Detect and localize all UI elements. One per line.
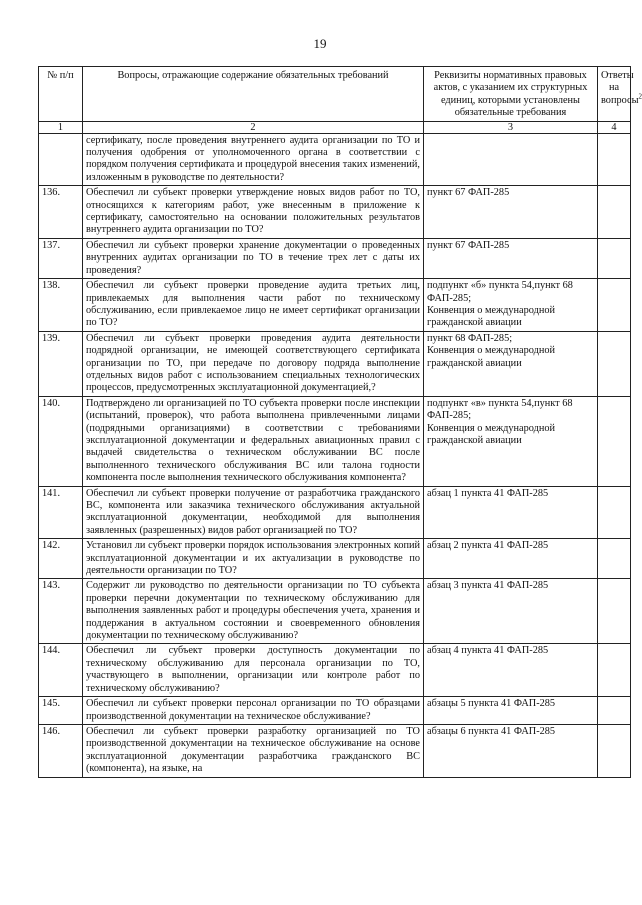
column-index: 1 (39, 121, 83, 133)
requirement-question: Содержит ли руководство по деятельности организации по ТО субъекта проверки перечни документации по техническому обслуживанию для выполнения заявленных работ и процедуры обеспечения учета, хранения и поддержания в актуальном состоянии и своевременного обновления документации по техническому обслуживанию? (83, 579, 424, 644)
requirement-question: Обеспечил ли субъект проверки хранение документации о проведенных внутренних аудитах организации по ТО в течение трех лет с даты их проведения? (83, 238, 424, 278)
answer-cell[interactable] (598, 724, 631, 777)
legal-reference-cell (424, 644, 598, 697)
legal-reference: Конвенция о международной гражданской авиации (427, 345, 556, 369)
legal-reference-cell (424, 279, 598, 332)
column-index: 3 (424, 121, 598, 133)
legal-reference: абзац 2 пункта 41 ФАП-285 (427, 540, 549, 552)
table-row (39, 579, 631, 644)
requirement-question: Обеспечил ли субъект проверки проведения аудита деятельности подрядной организации, не имеющей соответствующего сертификата организации по ТО, при передаче по договору подряда выполнение отдельных видов работ с использованием специальных технологических процессов, предусмотренных эксплуатационной документацией,? (83, 331, 424, 396)
requirement-question: Подтверждено ли организацией по ТО субъекта проверки после инспекции (испытаний, проверок), что работа выполнена привлеченными лицами (подрядными организациями) в соответствии с требованиями эксплуатационной документации и федеральных авиационных правил с выдачей свидетельства о техническом обслуживании ВС после выполненного технического обслуживания ВС или талона годности компонента после выполнения технического обслуживания компонента? (83, 396, 424, 486)
row-number: 141. (39, 486, 83, 539)
header-legal-acts: Реквизиты нормативных правовых актов, с указанием их структурных единиц, которыми установлены обязательные требования (424, 67, 598, 122)
legal-reference-cell (424, 396, 598, 486)
table-row (39, 396, 631, 486)
requirement-question: Обеспечил ли субъект проверки получение от разработчика гражданского ВС, компонента или заказчика технического обслуживания актуальной эксплуатационной документации, необходимой для выполнения заявленных (разрешенных) видов работ организацией по ТО? (83, 486, 424, 539)
table-row (39, 724, 631, 777)
table-row (39, 644, 631, 697)
row-number: 140. (39, 396, 83, 486)
answer-cell[interactable] (598, 486, 631, 539)
answer-cell[interactable] (598, 186, 631, 239)
requirement-question: Обеспечил ли субъект проверки разработку организацией по ТО производственной документации на техническое обслуживание на основе эксплуатационной документации разработчика гражданского ВС (компонента), на языке, на (83, 724, 424, 777)
table-row (39, 279, 631, 332)
requirement-question: Обеспечил ли субъект проверки утверждение новых видов работ по ТО, относящихся к категориям работ, уже внесенным в приложение к сертификату, самостоятельно на основании положительных результатов внутреннего аудита организации по ТО? (83, 186, 424, 239)
legal-reference: абзац 1 пункта 41 ФАП-285 (427, 487, 549, 499)
legal-reference: Конвенция о международной гражданской авиации (427, 422, 556, 446)
table-row (39, 697, 631, 725)
row-number: 136. (39, 186, 83, 239)
legal-reference-cell (424, 579, 598, 644)
header-number: № п/п (39, 67, 83, 122)
legal-reference-cell (424, 331, 598, 396)
legal-reference: абзацы 5 пункта 41 ФАП-285 (427, 698, 556, 710)
table-header-row (39, 67, 631, 122)
table-row (39, 486, 631, 539)
requirement-question: Установил ли субъект проверки порядок использования электронных копий эксплуатационной документации и их актуализации в руководстве по деятельности организации по ТО? (83, 539, 424, 579)
legal-reference-cell (424, 238, 598, 278)
page-number: 19 (313, 36, 327, 51)
column-index: 4 (598, 121, 631, 133)
legal-reference: подпункт «б» пункта 54,пункт 68 ФАП-285; (427, 280, 573, 304)
row-number: 145. (39, 697, 83, 725)
column-index: 2 (83, 121, 424, 133)
header-answers-label: Ответы на вопросы (601, 70, 639, 106)
row-number: 139. (39, 331, 83, 396)
answer-cell[interactable] (598, 279, 631, 332)
answer-cell[interactable] (598, 579, 631, 644)
table-row (39, 133, 631, 186)
row-number: 142. (39, 539, 83, 579)
row-number: 137. (39, 238, 83, 278)
legal-reference-cell (424, 186, 598, 239)
row-number: 143. (39, 579, 83, 644)
requirements-table (38, 66, 642, 778)
legal-reference: подпункт «в» пункта 54,пункт 68 ФАП-285; (427, 397, 573, 422)
answer-cell[interactable] (598, 133, 631, 186)
legal-reference: пункт 68 ФАП-285; (427, 332, 513, 344)
legal-reference-cell (424, 539, 598, 579)
column-index-row (39, 121, 631, 133)
legal-reference: Конвенция о международной гражданской авиации (427, 304, 556, 329)
legal-reference: абзацы 6 пункта 41 ФАП-285 (427, 725, 556, 737)
legal-reference-cell (424, 724, 598, 777)
legal-reference: пункт 67 ФАП-285 (427, 187, 510, 199)
row-number: 146. (39, 724, 83, 777)
answer-cell[interactable] (598, 396, 631, 486)
row-number: 144. (39, 644, 83, 697)
header-questions: Вопросы, отражающие содержание обязательных требований (83, 67, 424, 122)
answer-cell[interactable] (598, 644, 631, 697)
legal-reference-cell (424, 697, 598, 725)
table-row (39, 186, 631, 239)
answer-cell[interactable] (598, 238, 631, 278)
legal-reference: абзац 4 пункта 41 ФАП-285 (427, 645, 549, 657)
requirement-question: Обеспечил ли субъект проверки персонал организации по ТО образцами производственной документации на техническое обслуживание? (83, 697, 424, 725)
header-answers (598, 67, 642, 122)
legal-reference-cell (424, 486, 598, 539)
header-answers-footnote: 2 (638, 92, 642, 101)
row-number: 138. (39, 279, 83, 332)
table-row (39, 539, 631, 579)
legal-reference-cell (424, 133, 598, 186)
row-number (39, 133, 83, 186)
requirement-question: Обеспечил ли субъект проверки проведение аудита третьих лиц, привлекаемых для выполнения части работ по техническому обслуживанию, если привлекаемое лицо не имеет сертификат организации по ТО? (83, 279, 424, 332)
answer-cell[interactable] (598, 331, 631, 396)
table-row (39, 331, 631, 396)
table-row (39, 238, 631, 278)
requirement-question: Обеспечил ли субъект проверки доступность документации по техническому обслуживанию для персонала организации по ТО, участвующего в выполнении, организации или контроле работ по техническому обслуживанию? (83, 644, 424, 697)
answer-cell[interactable] (598, 539, 631, 579)
legal-reference: пункт 67 ФАП-285 (427, 239, 510, 251)
legal-reference: абзац 3 пункта 41 ФАП-285 (427, 580, 549, 592)
answer-cell[interactable] (598, 697, 631, 725)
requirement-question: сертификату, после проведения внутреннего аудита организации по ТО и получения одобрения от уполномоченного органа в соответствии с порядком получения сертификата и процедурой внесения таких изменений, изложенным в руководстве по деятельности? (83, 133, 424, 186)
